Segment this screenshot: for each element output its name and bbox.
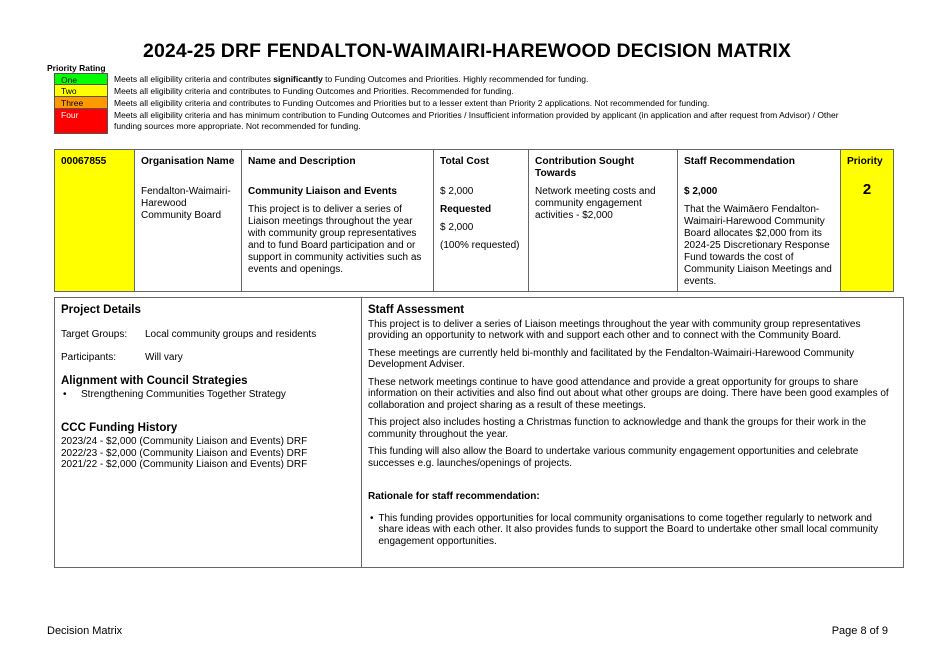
name-description-cell [242, 150, 434, 291]
priority-swatch-four: Four [54, 109, 108, 134]
participants-row [61, 352, 355, 364]
project-details-pane [55, 298, 362, 567]
priority-swatch-one: One [54, 73, 108, 85]
contribution-header: Contribution Sought Towards [535, 156, 635, 179]
assessment-paragraph: These meetings are currently held bi-monthly and facilitated by the Fendalton-Waimairi-Harewood Community Development Adviser. [368, 347, 854, 370]
target-groups-value: Local community groups and residents [145, 328, 317, 340]
name-description-header: Name and Description [248, 156, 356, 167]
staff-recommendation-cell [678, 150, 841, 291]
staff-recommendation-amount: $ 2,000 [684, 186, 718, 197]
alignment-item-text: Strengthening Communities Together Strategy [81, 389, 286, 400]
priority-rating-row-one [54, 73, 874, 85]
decision-matrix-table [54, 149, 894, 292]
staff-assessment-heading: Staff Assessment [368, 304, 465, 316]
organisation-cell [135, 150, 242, 291]
priority-desc-four: Meets all eligibility criteria and has minimum contribution to Funding Outcomes and Priorities / Insufficient information provided by applicant (in application and after request from Advisor) / Other funding sources more appropriate. Not recommended for funding. [114, 110, 839, 131]
priority-rating-row-four [54, 109, 874, 134]
assessment-paragraph: This project is to deliver a series of Liaison meetings throughout the year with community group representatives providing an opportunity to network with and support each other and to connect with the Community Board. [368, 318, 861, 341]
assessment-paragraph: This funding will also allow the Board to undertake various community engagement opportunities and celebrate successes e.g. launches/openings of projects. [368, 446, 859, 469]
project-name: Community Liaison and Events [248, 186, 397, 197]
requested-label: Requested [440, 204, 492, 215]
rationale-item [368, 513, 897, 548]
project-description: This project is to deliver a series of Liaison meetings throughout the year with community group representatives and to fund Board participation and or support in community activities such as events and openings. [248, 204, 422, 275]
application-id: 00067855 [61, 156, 107, 167]
bullet-icon: • [370, 512, 374, 524]
page-title: 2024-25 DRF FENDALTON-WAIMAIRI-HAREWOOD DECISION MATRIX [143, 40, 791, 62]
requested-amount: $ 2,000 [440, 222, 474, 233]
funding-history-heading: CCC Funding History [61, 421, 178, 434]
assessment-paragraph: This project also includes hosting a Christmas function to acknowledge and thank the groups for their work in the community throughout the year. [368, 417, 867, 440]
funding-history-item: 2021/22 - $2,000 (Community Liaison and Events) DRF [61, 459, 308, 470]
priority-desc-three: Meets all eligibility criteria and contributes to Funding Outcomes and Priorities but to a lesser extent than Priority 2 applications. Not recommended for funding. [114, 98, 710, 108]
bullet-icon: • [63, 389, 67, 400]
total-cost-header: Total Cost [440, 156, 490, 167]
organisation-name: Fendalton-Waimairi-Harewood Community Board [141, 186, 231, 221]
assessment-paragraph: These network meetings continue to have good attendance and provide a great opportunity for groups to share information on their activities and also find out about what other groups are doing. There have been good examples of collaboration and project sharing as a result of these meetings. [368, 376, 889, 411]
contribution-value: Network meeting costs and community engagement activities - $2,000 [535, 186, 656, 221]
priority-value: 2 [862, 181, 872, 198]
priority-desc-one: Meets all eligibility criteria and contributes significantly to Funding Outcomes and Priorities. Highly recommended for funding. [114, 74, 589, 84]
organisation-header: Organisation Name [141, 156, 235, 167]
project-details-heading: Project Details [61, 304, 141, 316]
staff-recommendation-header: Staff Recommendation [684, 156, 795, 167]
total-cost-value: $ 2,000 [440, 186, 474, 197]
priority-desc-two: Meets all eligibility criteria and contributes to Funding Outcomes and Priorities. Recommended for funding. [114, 86, 514, 96]
priority-cell [841, 150, 893, 291]
priority-rating-row-three [54, 97, 874, 109]
priority-rating-row-two [54, 85, 874, 97]
staff-recommendation-text: That the Waimāero Fendalton-Waimairi-Harewood Community Board allocates $2,000 from its 2024-25 Discretionary Response Fund towards the cost of Community Liaison Meetings and events. [684, 204, 832, 287]
priority-rating-legend [54, 73, 874, 134]
total-cost-cell [434, 150, 529, 291]
page-number: Page 8 of 9 [831, 625, 888, 637]
requested-percent: (100% requested) [440, 240, 520, 251]
staff-assessment-pane [362, 298, 903, 567]
priority-rating-heading: Priority Rating [47, 63, 106, 73]
funding-history-item: 2022/23 - $2,000 (Community Liaison and Events) DRF [61, 447, 308, 459]
rationale-item-text: This funding provides opportunities for local community organisations to come together regularly to network and share ideas with each other. It also provides funds to support the Board to undertake other small local community engagement opportunities. [378, 512, 879, 547]
priority-swatch-three: Three [54, 97, 108, 109]
contribution-cell [529, 150, 678, 291]
target-groups-row [61, 329, 355, 341]
target-groups-label: Target Groups: [61, 328, 128, 340]
priority-header: Priority [847, 156, 883, 167]
alignment-item [61, 389, 355, 401]
priority-swatch-two: Two [54, 85, 108, 97]
participants-value: Will vary [145, 352, 183, 363]
application-id-cell [55, 150, 135, 291]
alignment-heading: Alignment with Council Strategies [61, 374, 248, 387]
rationale-heading: Rationale for staff recommendation: [368, 491, 540, 502]
details-panel [54, 297, 904, 568]
funding-history-item: 2023/24 - $2,000 (Community Liaison and Events) DRF [61, 436, 308, 447]
footer-title: Decision Matrix [47, 625, 123, 637]
participants-label: Participants: [61, 352, 117, 363]
